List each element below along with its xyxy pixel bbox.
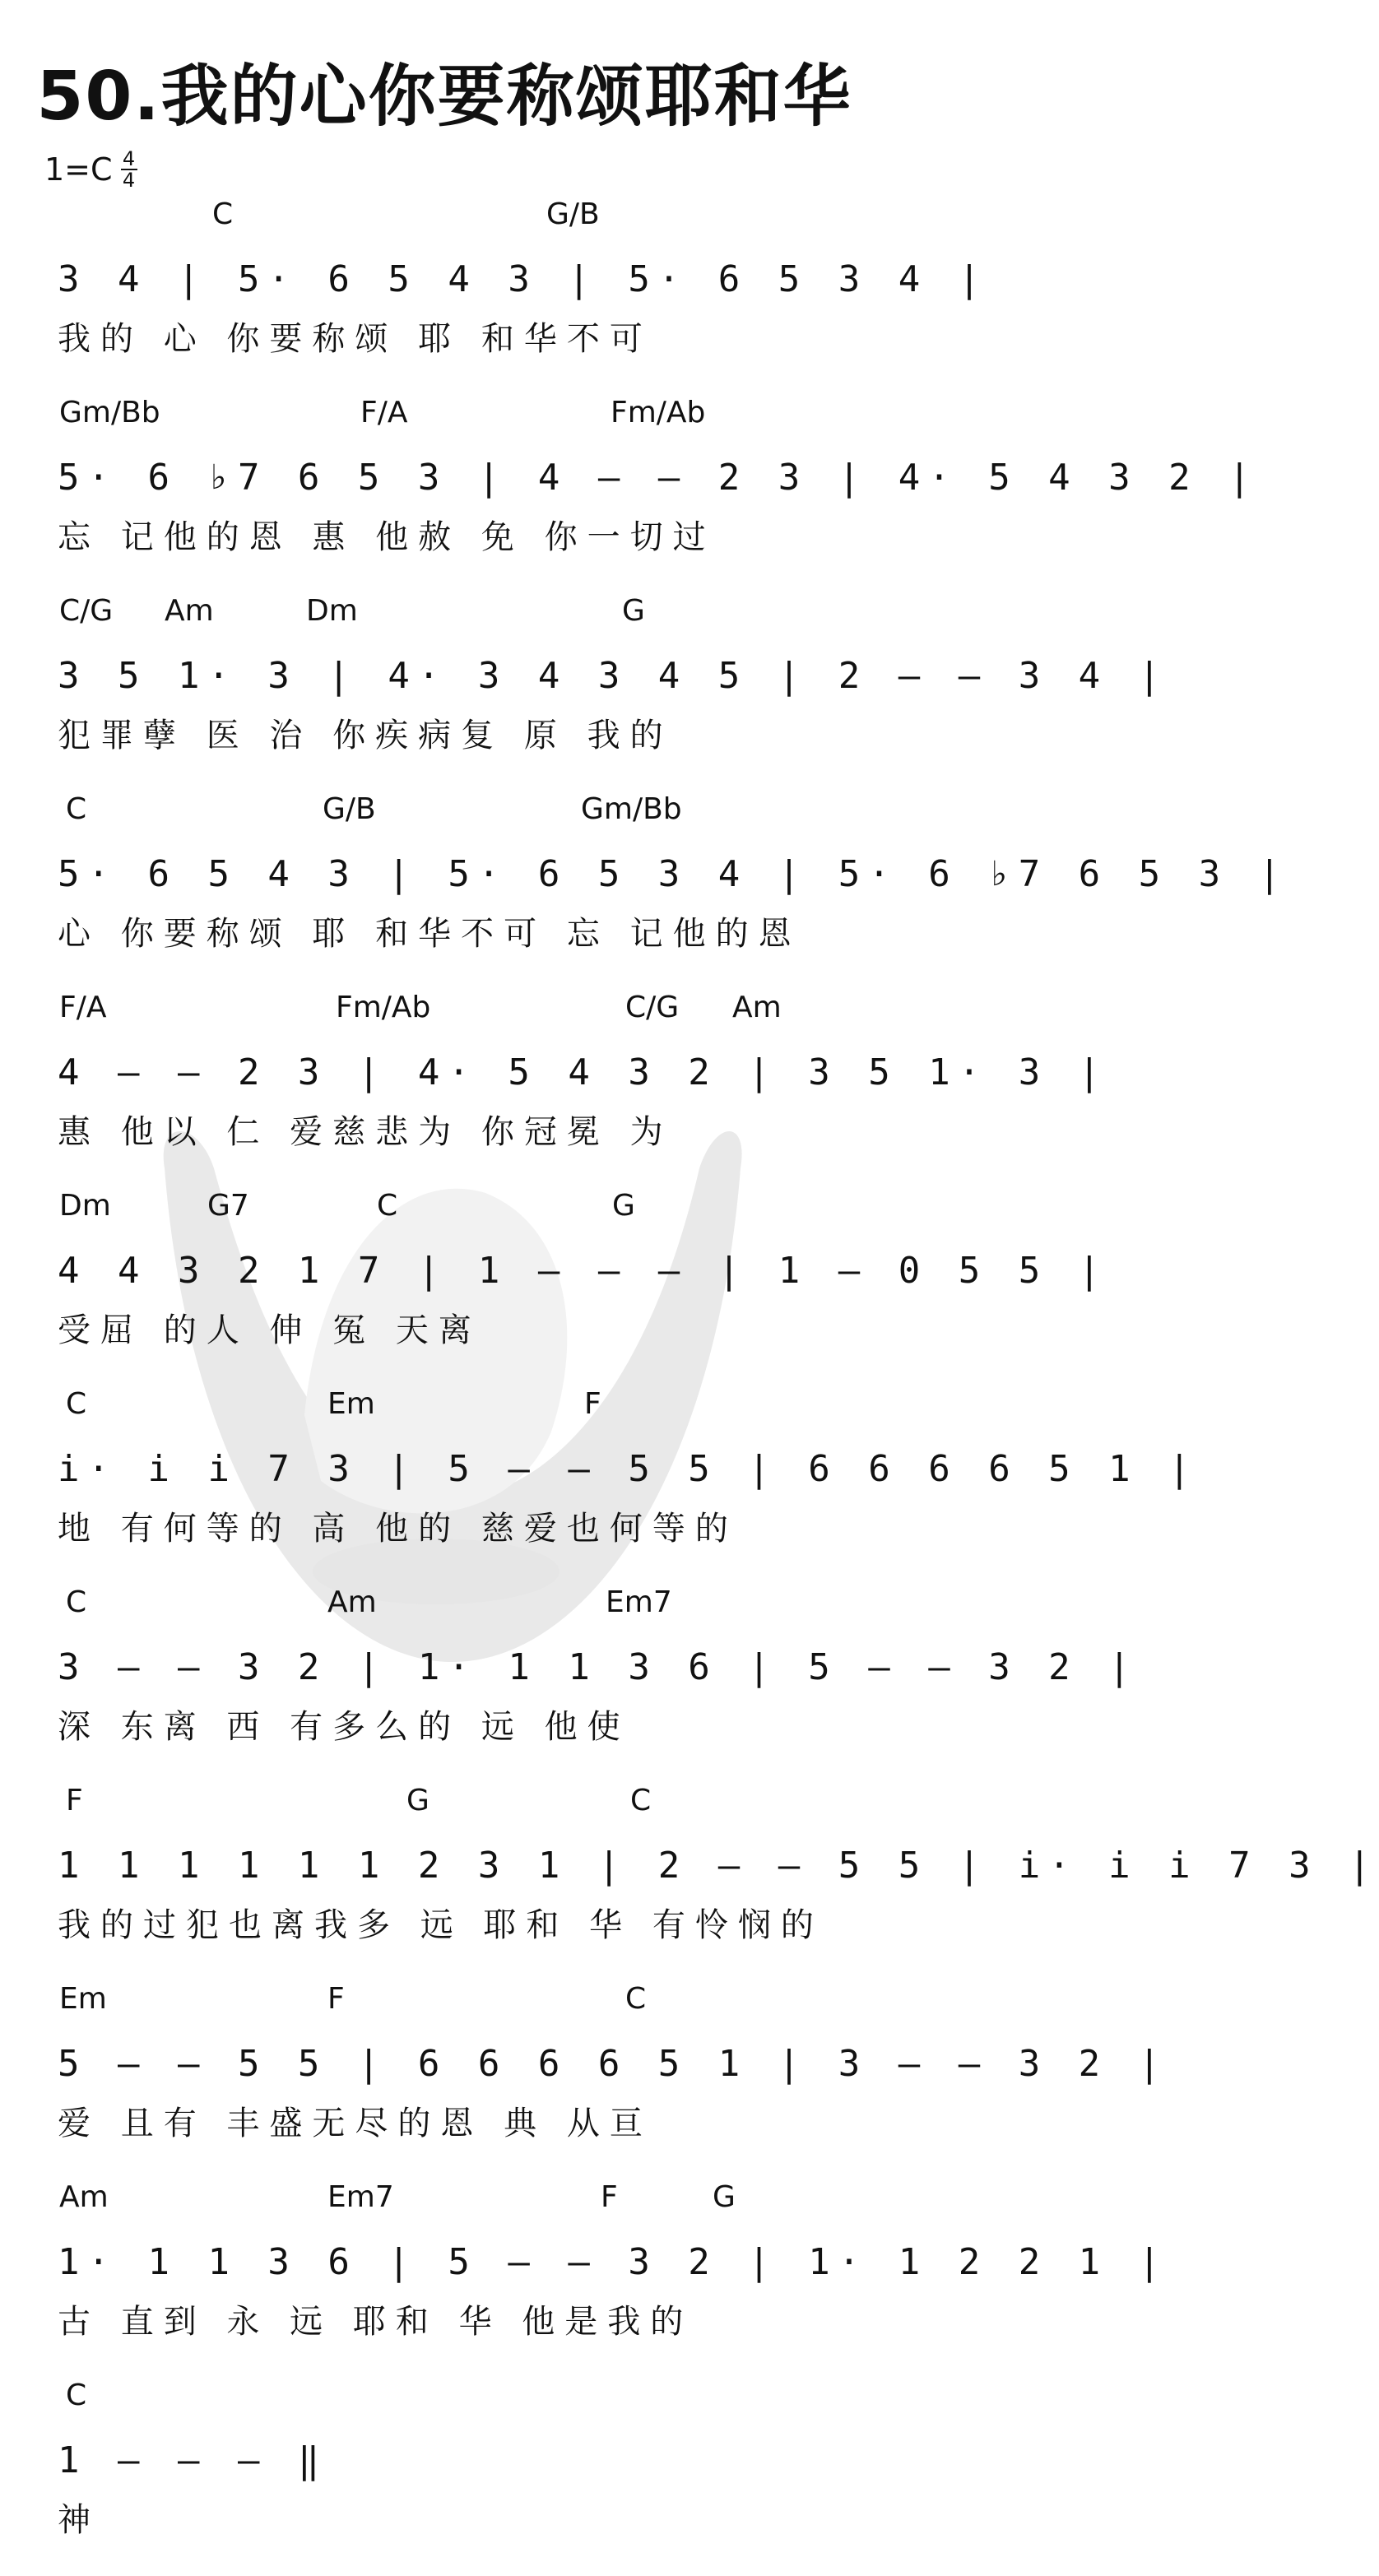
chord-symbol: C <box>66 1585 87 1619</box>
chord-row <box>0 1585 889 1627</box>
chord-row <box>0 2379 889 2420</box>
lyric-text: 受屈 的人 伸 冤 天离 <box>58 1311 481 1349</box>
jianpu-notes: 3 — — 3 2 | 1· 1 1 3 6 | 5 — — 3 2 | <box>58 1645 1139 1688</box>
jianpu-notes: 1· 1 1 3 6 | 5 — — 3 2 | 1· 1 2 2 1 | <box>58 2240 1169 2283</box>
chord-symbol: C <box>625 1982 647 2016</box>
key-label: 1=C <box>44 151 113 188</box>
note-sequence <box>58 456 1259 499</box>
chord-row <box>0 991 889 1032</box>
chord-row <box>0 1189 889 1230</box>
chord-symbol: C <box>630 1784 652 1817</box>
lyric-text: 地 有何等的 高 他的 慈爱也何等的 <box>58 1510 738 1548</box>
score-line <box>0 982 1109 1172</box>
note-sequence <box>58 1249 1109 1292</box>
jianpu-notes: 3 5 1· 3 | 4· 3 4 3 4 5 | 2 — — 3 4 | <box>58 654 1169 697</box>
chord-symbol: Em <box>59 1982 107 2016</box>
score-line <box>0 1181 1109 1370</box>
score-line <box>0 189 989 378</box>
lyric-text: 爱 且有 丰盛无尽的恩 典 从亘 <box>58 2105 652 2142</box>
jianpu-notes: i· i i 7 3 | 5 — — 5 5 | 6 6 6 6 5 1 | <box>58 1447 1199 1490</box>
chord-symbol: Am <box>732 991 782 1024</box>
chord-symbol: G/B <box>546 197 600 231</box>
chord-symbol: F <box>66 1784 83 1817</box>
chord-symbol: Fm/Ab <box>611 396 706 429</box>
chord-symbol: C/G <box>625 991 680 1024</box>
chord-symbol: G/B <box>323 792 376 826</box>
lyric-row <box>0 2494 889 2543</box>
chord-symbol: Em7 <box>327 2180 394 2214</box>
lyric-text: 古 直到 永 远 耶和 华 他是我的 <box>58 2303 694 2341</box>
chord-symbol: Am <box>59 2180 109 2214</box>
chord-row <box>0 594 889 635</box>
note-sequence <box>58 852 1289 895</box>
lyric-row <box>0 1701 889 1750</box>
chord-symbol: Gm/Bb <box>581 792 682 826</box>
note-sequence <box>58 1447 1199 1490</box>
chord-symbol: G <box>622 594 645 628</box>
chord-row <box>0 197 889 239</box>
lyric-row <box>0 2295 889 2345</box>
chord-symbol: G7 <box>207 1189 249 1223</box>
chord-row <box>0 1982 889 2023</box>
chord-symbol: C <box>66 1387 87 1421</box>
score-line <box>0 586 1169 775</box>
note-sequence <box>58 1051 1109 1093</box>
lyric-row <box>0 511 889 560</box>
chord-symbol: Em <box>327 1387 375 1421</box>
lyric-text: 神 <box>58 2501 100 2539</box>
time-signature-top: 4 <box>122 147 136 170</box>
chord-symbol: G <box>612 1189 635 1223</box>
jianpu-notes: 3 4 | 5· 6 5 4 3 | 5· 6 5 3 4 | <box>58 258 989 300</box>
score-line <box>0 2370 889 2560</box>
score-line <box>0 2172 1169 2361</box>
chord-row <box>0 396 889 437</box>
chord-symbol: G <box>406 1784 429 1817</box>
chord-symbol: F <box>584 1387 601 1421</box>
lyric-row <box>0 907 889 957</box>
score-line <box>0 1379 1199 1568</box>
chord-symbol: C <box>212 197 234 231</box>
chord-row <box>0 2180 889 2221</box>
chord-symbol: F/A <box>59 991 107 1024</box>
chord-symbol: F <box>601 2180 618 2214</box>
lyric-text: 我的过犯也离我多 远 耶和 华 有怜悯的 <box>58 1906 824 1944</box>
note-sequence <box>58 1844 1379 1887</box>
jianpu-notes: 5· 6 5 4 3 | 5· 6 5 3 4 | 5· 6 ♭7 6 5 3 | <box>58 852 1289 895</box>
jianpu-notes: 5· 6 ♭7 6 5 3 | 4 — — 2 3 | 4· 5 4 3 2 | <box>58 456 1259 499</box>
note-sequence <box>58 2240 1169 2283</box>
lyric-text: 犯罪孽 医 治 你疾病复 原 我的 <box>58 717 673 754</box>
jianpu-notes: 4 4 3 2 1 7 | 1 — — — | 1 — 0 5 5 | <box>58 1249 1109 1292</box>
score-line <box>0 1974 1169 2163</box>
score-line <box>0 1577 1139 1766</box>
chord-symbol: Dm <box>59 1189 111 1223</box>
score-line <box>0 784 1289 973</box>
lyric-row <box>0 313 889 362</box>
lyric-row <box>0 1304 889 1353</box>
note-sequence <box>58 2439 856 2481</box>
chord-symbol: Am <box>327 1585 377 1619</box>
lyric-row <box>0 709 889 759</box>
key-signature <box>44 147 137 192</box>
time-signature <box>121 147 137 192</box>
chord-symbol: C <box>66 2379 87 2412</box>
lyric-row <box>0 1502 889 1552</box>
score-line <box>0 388 1259 577</box>
lyric-text: 深 东离 西 有多么的 远 他使 <box>58 1708 630 1746</box>
chord-row <box>0 1387 889 1428</box>
song-title: 50.我的心你要称颂耶和华 <box>36 58 852 136</box>
score-line <box>0 1775 1379 1965</box>
chord-symbol: G <box>713 2180 736 2214</box>
chord-symbol: Fm/Ab <box>336 991 431 1024</box>
lyric-text: 心 你要称颂 耶 和华不可 忘 记他的恩 <box>58 915 801 953</box>
jianpu-notes: 1 — — — ‖ <box>58 2439 328 2481</box>
lyric-row <box>0 2097 889 2147</box>
chord-symbol: C <box>377 1189 398 1223</box>
chord-symbol: Dm <box>306 594 358 628</box>
note-sequence <box>58 2042 1169 2085</box>
chord-symbol: Em7 <box>606 1585 672 1619</box>
chord-symbol: Am <box>165 594 214 628</box>
chord-symbol: F <box>327 1982 345 2016</box>
lyric-text: 惠 他以 仁 爱慈悲为 你冠冕 为 <box>58 1113 673 1151</box>
note-sequence <box>58 258 989 300</box>
chord-row <box>0 792 889 833</box>
chord-symbol: C <box>66 792 87 826</box>
chord-symbol: C/G <box>59 594 114 628</box>
lyric-text: 我的 心 你要称颂 耶 和华不可 <box>58 320 652 358</box>
jianpu-notes: 4 — — 2 3 | 4· 5 4 3 2 | 3 5 1· 3 | <box>58 1051 1109 1093</box>
jianpu-notes: 1 1 1 1 1 1 2 3 1 | 2 — — 5 5 | i· i i 7 3 | <box>58 1844 1379 1887</box>
jianpu-notes: 5 — — 5 5 | 6 6 6 6 5 1 | 3 — — 3 2 | <box>58 2042 1169 2085</box>
lyric-text: 忘 记他的恩 惠 他赦 免 你一切过 <box>58 518 716 556</box>
chord-symbol: Gm/Bb <box>59 396 160 429</box>
note-sequence <box>58 654 1169 697</box>
lyric-row <box>0 1899 889 1948</box>
time-signature-bottom: 4 <box>122 169 136 192</box>
chord-row <box>0 1784 889 1825</box>
note-sequence <box>58 1645 1139 1688</box>
chord-symbol: F/A <box>360 396 408 429</box>
lyric-row <box>0 1106 889 1155</box>
